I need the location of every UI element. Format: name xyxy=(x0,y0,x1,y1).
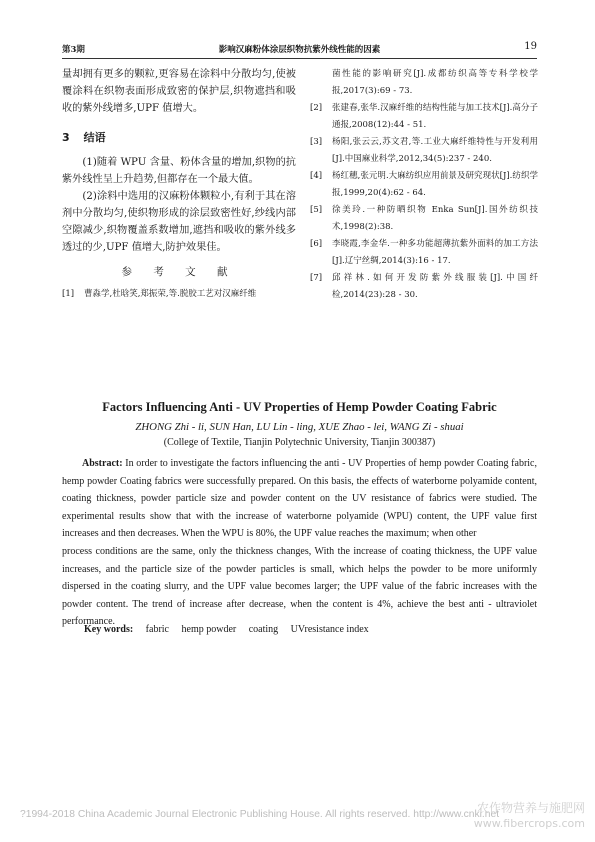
reference-text: 杨红穗,张元明.大麻纺织应用前景及研究现状[J].纺织学报,1999,20(4):62 - 64. xyxy=(332,171,538,198)
page-header xyxy=(62,40,537,56)
reference-number: [6] xyxy=(310,239,323,249)
continued-paragraph: 量却拥有更多的颗粒,更容易在涂料中分散均匀,使被覆涂料在织物表面形成致密的保护层,织物遮挡和吸收的紫外线增多,UPF 值增大。 xyxy=(62,69,296,114)
reference-item xyxy=(62,287,296,301)
keywords-label: Key words: xyxy=(84,624,134,635)
english-authors: ZHONG Zhi - li, SUN Han, LU Lin - ling, XUE Zhao - lei, WANG Zi - shuai xyxy=(135,421,464,433)
reference-text: 菌性能的影响研究[J].成都纺织高等专科学校学报,2017(3):69 - 73. xyxy=(332,69,538,96)
watermark-cn: 农作物营养与施肥网 xyxy=(476,801,585,815)
reference-text: 杨阳,张云云,苏文君,等.工业大麻纤维特性与开发利用[J].中国麻业科学,2012,34(5):237 - 240. xyxy=(332,137,538,164)
reference-number: [7] xyxy=(310,273,323,283)
running-title: 影响汉麻粉体涂层织物抗紫外线性能的因素 xyxy=(218,45,381,55)
watermark-url: www.fibercrops.com xyxy=(473,817,585,830)
keyword: UVresistance index xyxy=(290,624,369,635)
page-number: 19 xyxy=(524,41,537,52)
left-column xyxy=(62,66,296,301)
reference-number: [5] xyxy=(310,205,323,215)
reference-continuation xyxy=(310,66,538,100)
reference-text: 徐美玲.一种防晒织物 Enka Sun[J].国外纺织技术,1998(2):38. xyxy=(332,205,538,232)
reference-number: [3] xyxy=(310,137,323,147)
section-title: 结语 xyxy=(83,131,106,144)
conclusion-1: (1)随着 WPU 含量、粉体含量的增加,织物的抗紫外线性呈上升趋势,但都存在一个最大值。 xyxy=(62,157,296,185)
reference-text: 李晓霞,李金华.一种多功能超薄抗紫外面料的加工方法[J].辽宁丝绸,2014(3):16 - 17. xyxy=(332,239,538,266)
section-heading xyxy=(62,129,296,146)
site-watermark xyxy=(474,800,585,832)
issue-number: 第3期 xyxy=(62,45,85,55)
reference-number: [4] xyxy=(310,171,323,181)
reference-item xyxy=(310,236,538,270)
reference-item xyxy=(310,270,538,304)
reference-text: 邱祥林.如何开发防紫外线服装[J].中国纤检,2014(23):28 - 30. xyxy=(332,273,538,300)
reference-item xyxy=(310,202,538,236)
abstract-paragraph-1 xyxy=(62,455,537,543)
reference-item xyxy=(310,100,538,134)
references-heading: 参 考 文 献 xyxy=(121,266,237,278)
reference-text: 曹淼学,杜晗笑,郑振荣,等.脱胶工艺对汉麻纤维 xyxy=(84,289,257,299)
section-number: 3 xyxy=(62,131,70,144)
reference-item xyxy=(310,168,538,202)
abstract-paragraph-2: process conditions are the same, only the thickness changes, With the increase of coating thickness, the UPF value increases, and the particle size of the powder particles is small, which helps the powder to be more uniformly dispersed in the coating slurry, and the UPF value becomes larger; the UPF value of the fabric increases with the powder content. The trend of increase after decrease, when the content is 4%, achieve the best anti - ultraviolet performance. xyxy=(62,545,537,628)
keywords-line xyxy=(62,624,537,635)
english-title: Factors Influencing Anti - UV Properties of Hemp Powder Coating Fabric xyxy=(102,400,497,414)
abstract-label: Abstract: xyxy=(82,458,123,469)
copyright-footer: ?1994-2018 China Academic Journal Electronic Publishing House. All rights reserved. http://www.cnki.net xyxy=(20,809,500,820)
abstract-text-1: In order to investigate the factors influencing the anti - UV Properties of hemp powder Coating fabric, hemp powder Coating fabrics were successfully prepared. On this basis, the effects of waterborne polyamide content, coating thickness, powder particle size and powder content on the UV resistance of fabrics were studied. The experimental results show that with the increase of waterborne polyamide (WPU) content, the UPF value first increases and then decreases. When the WPU is 80%, the UPF value reaches the maximum; when other xyxy=(62,458,537,540)
english-abstract xyxy=(62,455,537,631)
reference-text: 张建春,张华.汉麻纤维的结构性能与加工技术[J].高分子通报,2008(12):44 - 51. xyxy=(332,103,538,130)
reference-number: [1] xyxy=(62,289,75,299)
keyword: coating xyxy=(248,624,279,635)
header-rule xyxy=(62,58,537,59)
english-affiliation: (College of Textile, Tianjin Polytechnic University, Tianjin 300387) xyxy=(163,437,436,448)
reference-item xyxy=(310,134,538,168)
conclusion-2: (2)涂料中选用的汉麻粉体颗粒小,有利于其在溶剂中分散均匀,使织物形成的涂层致密性好,纱线内部空隙减少,织物覆盖系数增加,遮挡和吸收的紫外线多透过的少,UPF 值增大,防护效果佳。 xyxy=(62,191,296,253)
right-column xyxy=(310,66,538,304)
keyword: fabric xyxy=(145,624,169,635)
reference-number: [2] xyxy=(310,103,323,113)
keyword: hemp powder xyxy=(181,624,237,635)
